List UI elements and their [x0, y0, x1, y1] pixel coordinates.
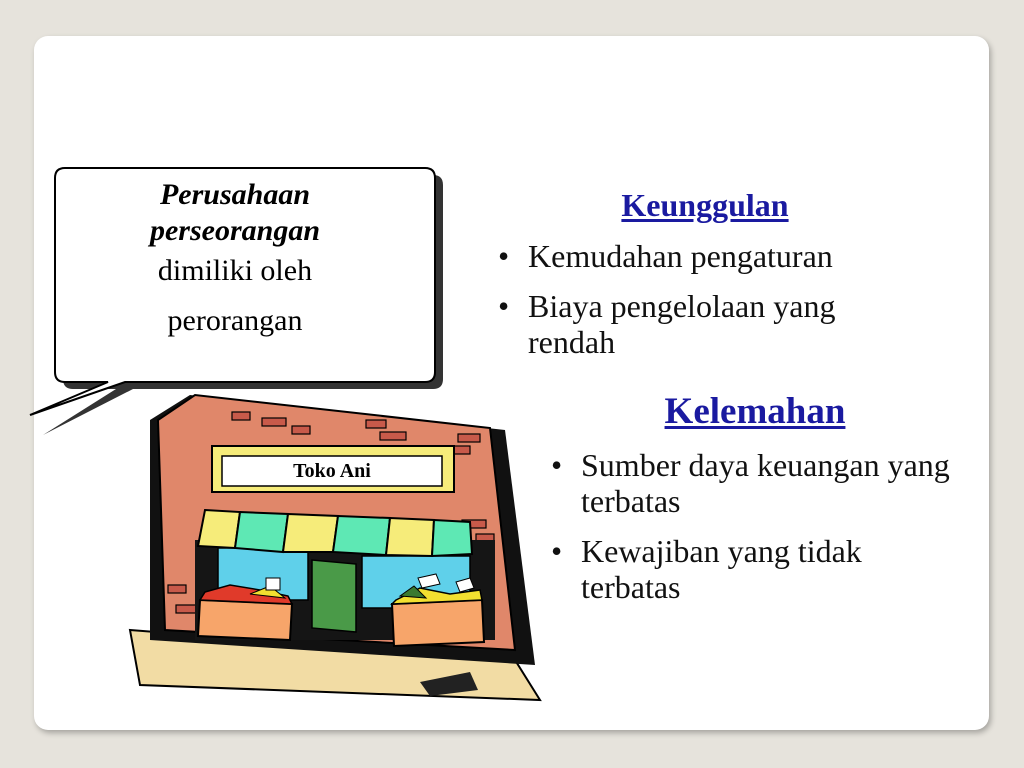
- disadvantage-text: Sumber daya keuangan yang terbatas: [581, 447, 950, 519]
- store-graphic: [130, 395, 540, 700]
- bubble-line-1: Perusahaan: [159, 178, 311, 211]
- list-item: [547, 447, 967, 519]
- advantage-text: Kemudahan pengaturan: [528, 238, 833, 274]
- left-crate: [198, 600, 292, 640]
- store-door: [312, 560, 356, 632]
- bubble-line-2: perseorangan: [149, 214, 321, 247]
- advantage-text: Biaya pengelolaan yang rendah: [528, 288, 836, 360]
- bubble-text: [80, 180, 390, 336]
- advantages-heading[interactable]: Keunggulan: [621, 187, 789, 223]
- disadvantages-list: [547, 447, 967, 619]
- list-item: [494, 238, 924, 274]
- list-item: [494, 288, 924, 360]
- bullet-icon: •: [498, 288, 510, 324]
- bullet-icon: •: [551, 533, 563, 569]
- disadvantages-heading[interactable]: Kelemahan: [664, 391, 846, 432]
- list-item: [547, 533, 967, 605]
- bubble-line-3: dimiliki oleh: [157, 254, 313, 287]
- left-price-tag: [266, 578, 280, 590]
- advantages-list: [494, 238, 924, 374]
- bullet-icon: •: [498, 238, 510, 274]
- bubble-line-4: perorangan: [167, 304, 303, 337]
- disadvantage-text: Kewajiban yang tidak terbatas: [581, 533, 862, 605]
- bullet-icon: •: [551, 447, 563, 483]
- store-sign-text: Toko Ani: [293, 460, 371, 482]
- right-crate: [392, 600, 484, 646]
